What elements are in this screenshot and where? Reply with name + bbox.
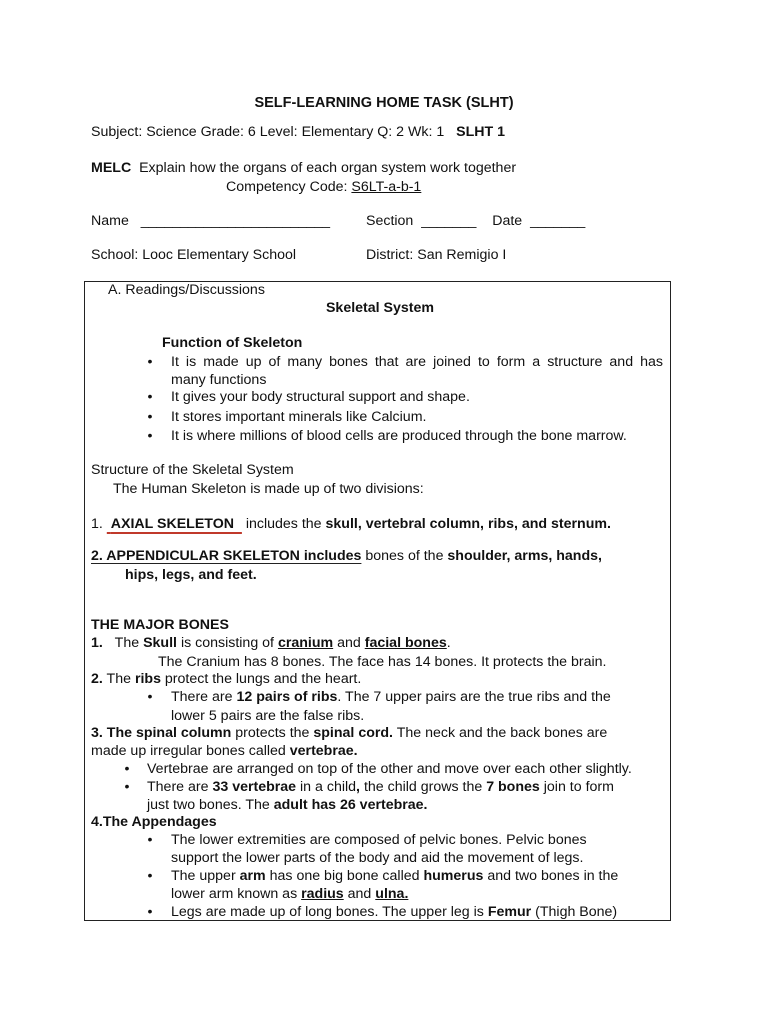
spine-bullet-1-text: Vertebrae are arranged on top of the other and move over each other slightly. <box>147 761 632 777</box>
competency-line <box>226 179 421 195</box>
melc-line <box>91 160 516 176</box>
appendicular-text-b: shoulder, arms, hands, <box>447 548 602 564</box>
skull-term: Skull <box>143 635 177 651</box>
spine-bullet-2-text: There are 33 vertebrae in a child, the child grows the 7 bones join to form <box>147 779 614 795</box>
document-title: SELF-LEARNING HOME TASK (SLHT) <box>254 95 514 111</box>
bullet-2: • <box>147 389 153 405</box>
facial-bones-term: facial bones <box>364 635 447 651</box>
ribs-bullet-text: There are 12 pairs of ribs. The 7 upper pairs are the true ribs and the <box>171 689 611 705</box>
melc-text: Explain how the organs of each organ system work together <box>139 160 517 176</box>
appendages-heading: 4.The Appendages <box>91 814 217 830</box>
axial-text-a: includes the <box>245 516 322 532</box>
spine-bullet-2: • <box>124 779 130 795</box>
skull-w1: The <box>114 635 140 651</box>
ribs-bullet: • <box>147 689 153 705</box>
axial-label: AXIAL SKELETON <box>110 516 234 532</box>
function-2: It gives your body structural support and shape. <box>171 389 470 405</box>
major-bones-heading: THE MAJOR BONES <box>91 617 229 633</box>
name-row <box>91 213 330 229</box>
function-4: It is where millions of blood cells are produced through the bone marrow. <box>171 428 627 444</box>
date-label: Date <box>492 213 523 229</box>
spine-bullet-2-text-2: just two bones. The adult has 26 vertebrae. <box>147 797 428 813</box>
appendages-bullet-2-text-2: lower arm known as radius and ulna. <box>171 886 409 902</box>
ribs-w3: protect the lungs and the heart. <box>164 671 362 687</box>
section-field[interactable]: _______ <box>421 213 477 229</box>
skull-w5: and <box>337 635 361 651</box>
appendages-bullet-1-text: The lower extremities are composed of pelvic bones. Pelvic bones <box>171 832 587 848</box>
school-name: School: Looc Elementary School <box>91 247 297 263</box>
subject-info: Subject: Science Grade: 6 Level: Elementary Q: 2 Wk: 1 <box>91 124 445 140</box>
bullet-1: • <box>147 354 153 370</box>
section-a-heading: A. Readings/Discussions <box>108 282 265 298</box>
subject-line <box>91 124 505 140</box>
ribs-term: ribs <box>134 671 161 687</box>
appendicular-line-2: hips, legs, and feet. <box>125 567 257 583</box>
topic-title: Skeletal System <box>325 300 435 316</box>
section-row <box>366 213 585 229</box>
function-1b: many functions <box>171 372 267 388</box>
appendages-bullet-1-text-2: support the lower parts of the body and aid the movement of legs. <box>171 850 584 866</box>
skull-w3: is consisting of <box>180 635 274 651</box>
melc-label: MELC <box>91 160 132 176</box>
ribs-num: 2. <box>91 671 103 687</box>
spine-line: 3. The spinal column protects the spinal cord. The neck and the back bones are <box>91 725 608 741</box>
cranium-term: cranium <box>277 635 334 651</box>
function-1a: It is made up of many bones that are joined to form a structure and has <box>171 354 663 370</box>
skull-period: . <box>446 635 451 651</box>
appendicular-text-a: bones of the <box>365 548 444 564</box>
name-label: Name <box>91 213 129 229</box>
function-heading: Function of Skeleton <box>162 335 303 351</box>
appendicular-line <box>91 548 602 564</box>
appendages-bullet-2-text: The upper arm has one big bone called humerus and two bones in the <box>171 868 619 884</box>
skull-num: 1. <box>91 635 103 651</box>
slht-number: SLHT 1 <box>456 124 505 140</box>
function-3: It stores important minerals like Calcium. <box>171 409 427 425</box>
bullet-4: • <box>147 428 153 444</box>
structure-intro: The Human Skeleton is made up of two divisions: <box>113 481 424 497</box>
appendages-bullet-3-text: Legs are made up of long bones. The upper leg is Femur (Thigh Bone) <box>171 904 618 920</box>
appendages-bullet-1: • <box>147 832 153 848</box>
competency-label: Competency Code: <box>226 179 348 195</box>
skull-line <box>91 635 451 651</box>
name-field[interactable]: ________________________ <box>140 213 331 229</box>
competency-code: S6LT-a-b-1 <box>351 179 422 195</box>
spine-line-2: made up irregular bones called vertebrae. <box>91 743 358 759</box>
appendages-bullet-2: • <box>147 868 153 884</box>
axial-text-b: skull, vertebral column, ribs, and sternum. <box>325 516 611 532</box>
ribs-w1: The <box>106 671 131 687</box>
appendages-bullet-3: • <box>147 904 153 920</box>
bullet-3: • <box>147 409 153 425</box>
ribs-bullet-text-2: lower 5 pairs are the false ribs. <box>171 708 365 724</box>
appendicular-label: 2. APPENDICULAR SKELETON includes <box>91 548 362 564</box>
date-field[interactable]: _______ <box>530 213 586 229</box>
structure-heading: Structure of the Skeletal System <box>91 462 294 478</box>
axial-num: 1. <box>91 516 103 532</box>
section-label: Section <box>366 213 414 229</box>
spine-bullet-1: • <box>124 761 130 777</box>
skull-detail: The Cranium has 8 bones. The face has 14 bones. It protects the brain. <box>158 654 607 670</box>
district-name: District: San Remigio I <box>366 247 507 263</box>
ribs-line <box>91 671 361 687</box>
axial-line <box>91 516 611 532</box>
